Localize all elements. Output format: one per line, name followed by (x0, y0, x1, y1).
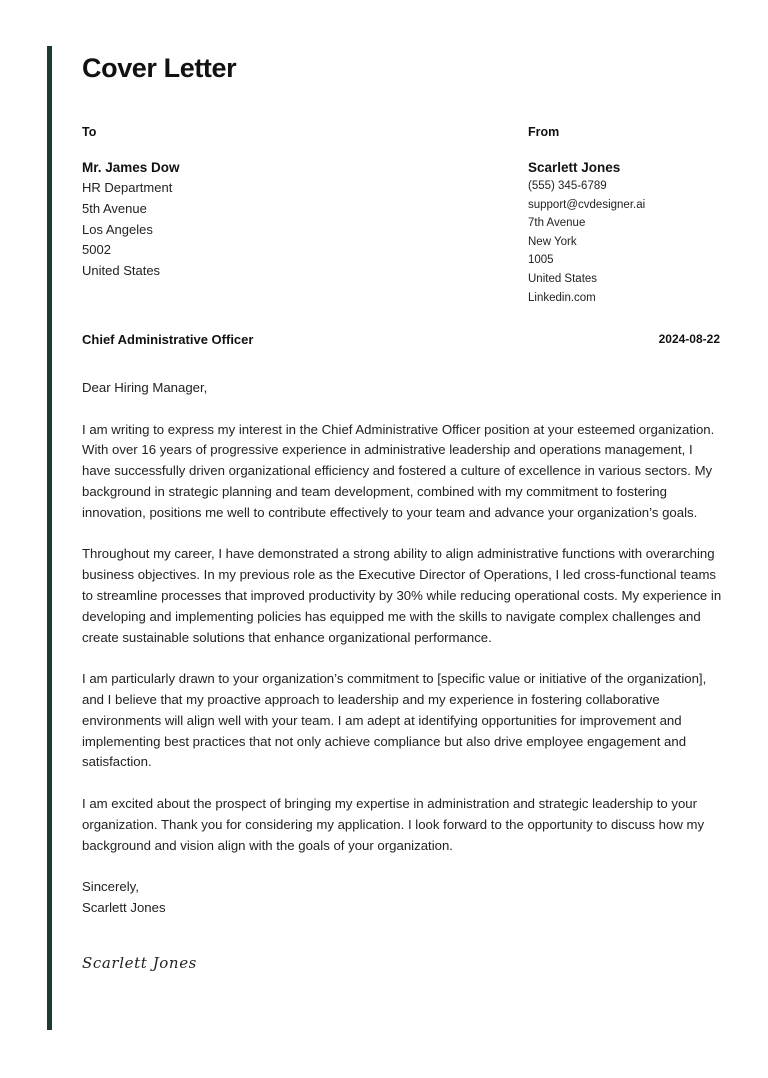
accent-bar (47, 46, 52, 1030)
to-heading: To (82, 125, 97, 139)
sender-country: United States (528, 272, 598, 285)
sender-email: support@cvdesigner.ai (528, 198, 646, 211)
sender-name: Scarlett Jones (528, 160, 621, 175)
from-heading: From (528, 125, 560, 139)
position-title: Chief Administrative Officer (82, 332, 254, 347)
sender-street: 7th Avenue (528, 217, 586, 230)
recipient-street: 5th Avenue (82, 200, 147, 216)
recipient-block (82, 159, 462, 282)
recipient-department: HR Department (82, 180, 173, 195)
body-paragraph-3: I am particularly drawn to your organization’s commitment to [specific value or initiative of the organization], and I believe that my proactive approach to leadership and my experience in fostering collaborative environments will align well with your team. I am adept at identifying opportunities for improvement and implementing best practices that not only achieve compliance but also drive employee engagement and satisfaction. (82, 671, 707, 770)
letter-date: 2024-08-22 (658, 332, 720, 346)
recipient-name: Mr. James Dow (82, 160, 180, 175)
page-title: Cover Letter (82, 53, 237, 83)
sender-city: New York (528, 235, 577, 248)
closing: Sincerely, (82, 879, 139, 895)
recipient-postal-code: 5002 (82, 242, 111, 258)
body-paragraph-2: Throughout my career, I have demonstrated a strong ability to align administrative functions with overarching business objectives. In my previous role as the Executive Director of Operations, I led cross-functional teams to streamline processes that improved productivity by 30% while reducing operational costs. My experience in developing and implementing policies has equipped me with the skills to navigate complex challenges and create sustainable solutions that enhance organizational performance. (82, 546, 722, 645)
recipient-country: United States (82, 263, 161, 279)
sender-linkedin: Linkedin.com (528, 291, 596, 304)
closing-name: Scarlett Jones (82, 899, 166, 915)
sender-phone: (555) 345-6789 (528, 180, 607, 192)
sender-postal-code: 1005 (528, 254, 554, 267)
body-paragraph-1: I am writing to express my interest in the Chief Administrative Officer position at your esteemed organization. With over 16 years of progressive experience in administrative leadership and operations management, I have successfully driven organizational efficiency and fostered a culture of excellence in various sectors. My background in strategic planning and team development, combined with my commitment to fostering innovation, positions me well to contribute effectively to your team and advance your organization’s goals. (82, 421, 715, 520)
signature: Scarlett Jones (82, 954, 197, 972)
sender-block (528, 159, 728, 307)
body-paragraph-4: I am excited about the prospect of bringing my expertise in administration and strategic leadership to your organization. Thank you for considering my application. I look forward to the opportunity to discuss how my background and vision align with the goals of your organization. (82, 795, 705, 853)
recipient-city: Los Angeles (82, 221, 153, 237)
salutation: Dear Hiring Manager, (82, 380, 208, 395)
letter-body (82, 378, 722, 919)
